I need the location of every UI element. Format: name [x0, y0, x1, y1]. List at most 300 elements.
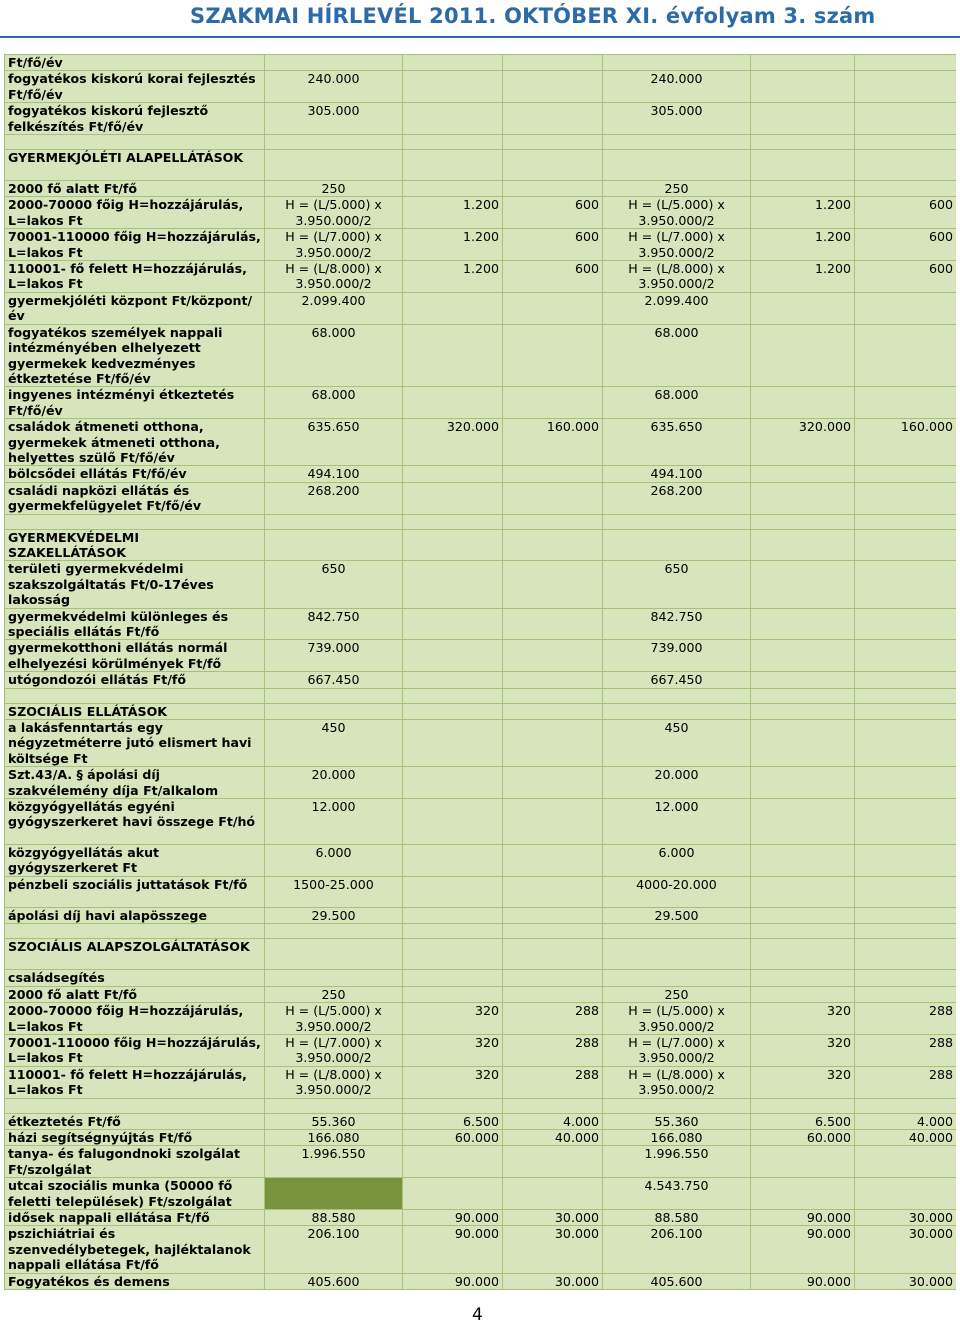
table-cell: 68.000	[265, 324, 403, 387]
table-row	[5, 292, 957, 324]
table-cell	[403, 1098, 503, 1113]
table-cell	[603, 924, 751, 939]
table-cell	[751, 688, 855, 703]
table-cell	[855, 970, 957, 986]
row-label: közgyógyellátás egyéni gyógyszerkeret havi összege Ft/hó	[5, 799, 265, 845]
row-label: fogyatékos kiskorú korai fejlesztés Ft/fő/év	[5, 71, 265, 103]
table-cell	[855, 103, 957, 135]
table-cell	[751, 672, 855, 688]
table-cell: 160.000	[503, 419, 603, 466]
table-cell	[751, 55, 855, 71]
table-cell	[503, 970, 603, 986]
table-cell: 88.580	[603, 1209, 751, 1225]
row-label: idősek nappali ellátása Ft/fő	[5, 1209, 265, 1225]
table-cell: 600	[503, 197, 603, 229]
table-cell: 450	[603, 720, 751, 767]
table-cell	[855, 482, 957, 514]
table-cell: 288	[855, 1003, 957, 1035]
row-label: Ft/fő/év	[5, 55, 265, 71]
row-label: pszichiátriai és szenvedélybetegek, hajléktalanok nappali ellátása Ft/fő	[5, 1226, 265, 1273]
table-cell: 90.000	[403, 1226, 503, 1273]
table-cell: 6.500	[403, 1113, 503, 1129]
table-cell	[403, 150, 503, 181]
table-cell: 68.000	[603, 324, 751, 387]
table-cell	[751, 720, 855, 767]
table-cell: 635.650	[603, 419, 751, 466]
table-row	[5, 229, 957, 261]
table-cell: 2.099.400	[603, 292, 751, 324]
table-cell: 240.000	[265, 71, 403, 103]
table-cell: 1500-25.000	[265, 876, 403, 907]
table-cell	[503, 135, 603, 150]
table-cell	[503, 767, 603, 799]
table-row	[5, 703, 957, 719]
table-cell	[503, 876, 603, 907]
table-cell	[603, 703, 751, 719]
table-row	[5, 939, 957, 970]
table-row	[5, 1226, 957, 1273]
table-cell	[403, 767, 503, 799]
table-cell	[855, 688, 957, 703]
table-body	[5, 55, 957, 1290]
table-row	[5, 529, 957, 561]
table-cell: 60.000	[403, 1129, 503, 1145]
table-row	[5, 1209, 957, 1225]
table-row	[5, 55, 957, 71]
table-cell: 20.000	[265, 767, 403, 799]
table-cell	[751, 845, 855, 877]
table-cell	[855, 845, 957, 877]
table-cell: 4.543.750	[603, 1178, 751, 1210]
table-cell: 1.200	[751, 197, 855, 229]
table-cell	[403, 71, 503, 103]
table-cell: 320.000	[751, 419, 855, 466]
table-cell: 600	[503, 229, 603, 261]
table-row	[5, 324, 957, 387]
table-cell	[603, 1098, 751, 1113]
table-cell	[403, 845, 503, 877]
table-cell	[503, 924, 603, 939]
table-cell	[265, 970, 403, 986]
table-cell	[751, 103, 855, 135]
table-row	[5, 924, 957, 939]
table-cell: 166.080	[603, 1129, 751, 1145]
table-cell	[403, 924, 503, 939]
table-cell: 320.000	[403, 419, 503, 466]
table-row	[5, 387, 957, 419]
row-label: étkeztetés Ft/fő	[5, 1113, 265, 1129]
table-cell: 1.200	[403, 261, 503, 293]
table-cell	[403, 324, 503, 387]
table-row	[5, 688, 957, 703]
table-cell	[751, 1146, 855, 1178]
table-cell	[503, 703, 603, 719]
row-label: gyermekvédelmi különleges és speciális ellátás Ft/fő	[5, 608, 265, 640]
table-cell	[503, 907, 603, 923]
row-label	[5, 514, 265, 529]
row-label: pénzbeli szociális juttatások Ft/fő	[5, 876, 265, 907]
table-cell: 1.200	[751, 229, 855, 261]
row-label: 2000 fő alatt Ft/fő	[5, 181, 265, 197]
table-row	[5, 907, 957, 923]
table-cell: 288	[503, 1066, 603, 1098]
table-cell: 405.600	[603, 1273, 751, 1289]
table-cell	[503, 292, 603, 324]
table-cell: 30.000	[503, 1273, 603, 1289]
table-cell: 494.100	[265, 466, 403, 482]
table-row	[5, 845, 957, 877]
table-cell	[503, 845, 603, 877]
row-label	[5, 924, 265, 939]
row-label: Szt.43/A. § ápolási díj szakvélemény díja Ft/alkalom	[5, 767, 265, 799]
table-cell: 68.000	[265, 387, 403, 419]
table-cell	[855, 55, 957, 71]
table-cell	[855, 292, 957, 324]
header-rule	[0, 36, 960, 38]
row-label: 110001- fő felett H=hozzájárulás, L=lakos Ft	[5, 1066, 265, 1098]
table-cell	[503, 1146, 603, 1178]
table-cell	[751, 799, 855, 845]
table-cell: 29.500	[603, 907, 751, 923]
table-cell: 30.000	[855, 1273, 957, 1289]
table-cell	[503, 482, 603, 514]
table-cell: 4000-20.000	[603, 876, 751, 907]
table-row	[5, 466, 957, 482]
table-cell	[751, 324, 855, 387]
table-cell: 40.000	[503, 1129, 603, 1145]
row-label: 70001-110000 főig H=hozzájárulás, L=lakos Ft	[5, 229, 265, 261]
table-row	[5, 419, 957, 466]
table-cell	[403, 907, 503, 923]
table-cell	[603, 939, 751, 970]
table-cell	[751, 876, 855, 907]
table-cell	[503, 514, 603, 529]
row-label: bölcsődei ellátás Ft/fő/év	[5, 466, 265, 482]
table-cell	[403, 1178, 503, 1210]
table-cell	[751, 939, 855, 970]
table-cell: 667.450	[603, 672, 751, 688]
table-cell	[403, 640, 503, 672]
table-cell: 600	[855, 197, 957, 229]
table-cell: 29.500	[265, 907, 403, 923]
table-cell	[503, 387, 603, 419]
table-cell	[855, 608, 957, 640]
table-cell: 320	[751, 1034, 855, 1066]
table-cell: H = (L/8.000) x 3.950.000/2	[603, 261, 751, 293]
table-cell	[751, 608, 855, 640]
table-cell	[403, 939, 503, 970]
table-cell: 288	[503, 1034, 603, 1066]
row-label: fogyatékos személyek nappali intézményében elhelyezett gyermekek kedvezményes étkeztetése Ft/fő/év	[5, 324, 265, 387]
table-cell: 206.100	[265, 1226, 403, 1273]
table-cell	[503, 324, 603, 387]
table-row	[5, 1003, 957, 1035]
table-cell	[403, 720, 503, 767]
table-row	[5, 986, 957, 1002]
table-cell: H = (L/5.000) x 3.950.000/2	[603, 1003, 751, 1035]
table-cell: 288	[503, 1003, 603, 1035]
table-cell	[503, 640, 603, 672]
table-cell	[403, 482, 503, 514]
table-cell: 68.000	[603, 387, 751, 419]
table-cell	[855, 939, 957, 970]
table-cell: 55.360	[265, 1113, 403, 1129]
table-cell: 650	[265, 561, 403, 608]
table-cell	[503, 103, 603, 135]
table-cell: 320	[751, 1066, 855, 1098]
table-cell: 60.000	[751, 1129, 855, 1145]
table-row	[5, 1034, 957, 1066]
table-cell	[403, 672, 503, 688]
table-cell	[503, 986, 603, 1002]
row-label: családi napközi ellátás és gyermekfelügyelet Ft/fő/év	[5, 482, 265, 514]
table-cell	[403, 103, 503, 135]
table-cell: 250	[603, 181, 751, 197]
table-cell: 250	[603, 986, 751, 1002]
table-cell	[855, 135, 957, 150]
table-cell	[503, 466, 603, 482]
table-cell	[855, 876, 957, 907]
row-label: területi gyermekvédelmi szakszolgáltatás Ft/0-17éves lakosság	[5, 561, 265, 608]
table-row	[5, 514, 957, 529]
table-row	[5, 1273, 957, 1289]
table-cell: 12.000	[603, 799, 751, 845]
table-cell: H = (L/8.000) x 3.950.000/2	[265, 261, 403, 293]
row-label	[5, 135, 265, 150]
table-cell: 90.000	[403, 1209, 503, 1225]
table-cell	[751, 181, 855, 197]
table-cell: 288	[855, 1066, 957, 1098]
table-cell	[603, 688, 751, 703]
row-label: családsegítés	[5, 970, 265, 986]
table-cell	[751, 986, 855, 1002]
table-cell: 320	[403, 1066, 503, 1098]
table-cell	[503, 55, 603, 71]
table-cell: 250	[265, 181, 403, 197]
row-label: utógondozói ellátás Ft/fő	[5, 672, 265, 688]
row-label: GYERMEKVÉDELMI SZAKELLÁTÁSOK	[5, 529, 265, 561]
table-cell	[751, 529, 855, 561]
row-label: GYERMEKJÓLÉTI ALAPELLÁTÁSOK	[5, 150, 265, 181]
newsletter-header	[0, 0, 960, 40]
table-cell	[403, 387, 503, 419]
table-cell	[503, 150, 603, 181]
table-cell	[855, 799, 957, 845]
table-cell	[855, 703, 957, 719]
table-cell	[603, 970, 751, 986]
table-cell: 30.000	[503, 1209, 603, 1225]
table-cell: 635.650	[265, 419, 403, 466]
table-cell	[855, 924, 957, 939]
table-cell	[751, 561, 855, 608]
table-row	[5, 640, 957, 672]
table-cell	[751, 387, 855, 419]
table-cell	[855, 640, 957, 672]
table-cell: 1.200	[403, 229, 503, 261]
table-cell	[855, 466, 957, 482]
table-cell: 842.750	[265, 608, 403, 640]
table-row	[5, 71, 957, 103]
table-cell	[265, 55, 403, 71]
table-cell	[403, 799, 503, 845]
table-cell: 90.000	[751, 1273, 855, 1289]
table-cell	[751, 907, 855, 923]
row-label: házi segítségnyújtás Ft/fő	[5, 1129, 265, 1145]
table-cell	[503, 1178, 603, 1210]
table-cell	[503, 561, 603, 608]
table-cell	[855, 529, 957, 561]
table-cell	[855, 514, 957, 529]
table-cell	[403, 561, 503, 608]
table-cell	[855, 324, 957, 387]
row-label: fogyatékos kiskorú fejlesztő felkészítés Ft/fő/év	[5, 103, 265, 135]
table-cell	[265, 703, 403, 719]
table-cell: 1.996.550	[603, 1146, 751, 1178]
table-cell: 2.099.400	[265, 292, 403, 324]
table-cell: 600	[855, 261, 957, 293]
table-row	[5, 970, 957, 986]
table-cell	[855, 1098, 957, 1113]
table-row	[5, 181, 957, 197]
table-cell	[265, 150, 403, 181]
table-cell: H = (L/5.000) x 3.950.000/2	[265, 1003, 403, 1035]
row-label: 2000 fő alatt Ft/fő	[5, 986, 265, 1002]
table-cell: 55.360	[603, 1113, 751, 1129]
table-cell	[403, 529, 503, 561]
table-cell	[503, 688, 603, 703]
table-cell	[265, 1098, 403, 1113]
table-row	[5, 261, 957, 293]
table-cell: 842.750	[603, 608, 751, 640]
table-row	[5, 103, 957, 135]
table-cell	[265, 688, 403, 703]
table-cell	[403, 1146, 503, 1178]
table-cell	[403, 876, 503, 907]
table-cell: 90.000	[403, 1273, 503, 1289]
row-label: 70001-110000 főig H=hozzájárulás, L=lakos Ft	[5, 1034, 265, 1066]
table-cell	[603, 150, 751, 181]
table-cell: 600	[503, 261, 603, 293]
row-label: 110001- fő felett H=hozzájárulás, L=lakos Ft	[5, 261, 265, 293]
table-cell: H = (L/8.000) x 3.950.000/2	[265, 1066, 403, 1098]
table-cell	[503, 939, 603, 970]
table-cell	[403, 181, 503, 197]
table-cell: 30.000	[855, 1226, 957, 1273]
table-cell	[603, 135, 751, 150]
table-cell	[855, 720, 957, 767]
table-cell	[751, 150, 855, 181]
table-cell: 30.000	[503, 1226, 603, 1273]
table-row	[5, 1146, 957, 1178]
table-cell	[751, 924, 855, 939]
table-cell	[265, 529, 403, 561]
table-row	[5, 608, 957, 640]
row-label: családok átmeneti otthona, gyermekek átmeneti otthona, helyettes szülő Ft/fő/év	[5, 419, 265, 466]
table-cell	[403, 688, 503, 703]
table-cell: 6.000	[265, 845, 403, 877]
row-label: gyermekjóléti központ Ft/központ/év	[5, 292, 265, 324]
table-cell	[751, 135, 855, 150]
table-cell	[403, 135, 503, 150]
table-cell: H = (L/8.000) x 3.950.000/2	[603, 1066, 751, 1098]
table-cell: 240.000	[603, 71, 751, 103]
table-cell: 450	[265, 720, 403, 767]
normative-table	[4, 54, 956, 1290]
page-number: 4	[472, 1305, 483, 1325]
table-cell: 1.200	[751, 261, 855, 293]
row-label: 2000-70000 főig H=hozzájárulás, L=lakos Ft	[5, 1003, 265, 1035]
table-row	[5, 150, 957, 181]
table-cell	[503, 672, 603, 688]
table-cell: 600	[855, 229, 957, 261]
table-row	[5, 1178, 957, 1210]
row-label: utcai szociális munka (50000 fő feletti települések) Ft/szolgálat	[5, 1178, 265, 1210]
table-cell: 6.500	[751, 1113, 855, 1129]
table-cell: 40.000	[855, 1129, 957, 1145]
table-cell	[403, 466, 503, 482]
table-cell: 1.996.550	[265, 1146, 403, 1178]
table-row	[5, 672, 957, 688]
table-cell	[751, 640, 855, 672]
table-cell	[751, 767, 855, 799]
table-row	[5, 876, 957, 907]
table-cell: 88.580	[265, 1209, 403, 1225]
table-cell: 6.000	[603, 845, 751, 877]
table-row	[5, 482, 957, 514]
table-cell	[403, 292, 503, 324]
table-cell: 12.000	[265, 799, 403, 845]
table-cell	[265, 939, 403, 970]
row-label: tanya- és falugondnoki szolgálat Ft/szolgálat	[5, 1146, 265, 1178]
table-cell	[855, 387, 957, 419]
table-cell	[503, 608, 603, 640]
table-cell: 739.000	[603, 640, 751, 672]
table-row	[5, 799, 957, 845]
table-cell: 320	[403, 1034, 503, 1066]
table-cell	[403, 703, 503, 719]
table-cell: H = (L/5.000) x 3.950.000/2	[265, 197, 403, 229]
table-cell	[751, 71, 855, 103]
table-cell	[751, 466, 855, 482]
table-cell: 650	[603, 561, 751, 608]
table-cell: 4.000	[503, 1113, 603, 1129]
normative-table-container	[4, 54, 956, 1290]
table-cell: 166.080	[265, 1129, 403, 1145]
newsletter-title: SZAKMAI HÍRLEVÉL 2011. OKTÓBER XI. évfolyam 3. szám	[190, 4, 876, 28]
row-label: SZOCIÁLIS ELLÁTÁSOK	[5, 703, 265, 719]
row-label: ingyenes intézményi étkeztetés Ft/fő/év	[5, 387, 265, 419]
table-cell: H = (L/7.000) x 3.950.000/2	[603, 229, 751, 261]
table-cell	[403, 970, 503, 986]
table-cell	[503, 181, 603, 197]
table-cell: 206.100	[603, 1226, 751, 1273]
table-cell: H = (L/5.000) x 3.950.000/2	[603, 197, 751, 229]
table-cell: 250	[265, 986, 403, 1002]
table-row	[5, 197, 957, 229]
table-cell	[855, 150, 957, 181]
table-cell	[855, 181, 957, 197]
table-cell: H = (L/7.000) x 3.950.000/2	[603, 1034, 751, 1066]
table-cell: 90.000	[751, 1226, 855, 1273]
table-cell	[403, 55, 503, 71]
table-cell: 160.000	[855, 419, 957, 466]
table-cell	[855, 71, 957, 103]
table-row	[5, 1066, 957, 1098]
table-cell	[855, 767, 957, 799]
row-label	[5, 1098, 265, 1113]
table-cell	[603, 55, 751, 71]
table-cell: 288	[855, 1034, 957, 1066]
